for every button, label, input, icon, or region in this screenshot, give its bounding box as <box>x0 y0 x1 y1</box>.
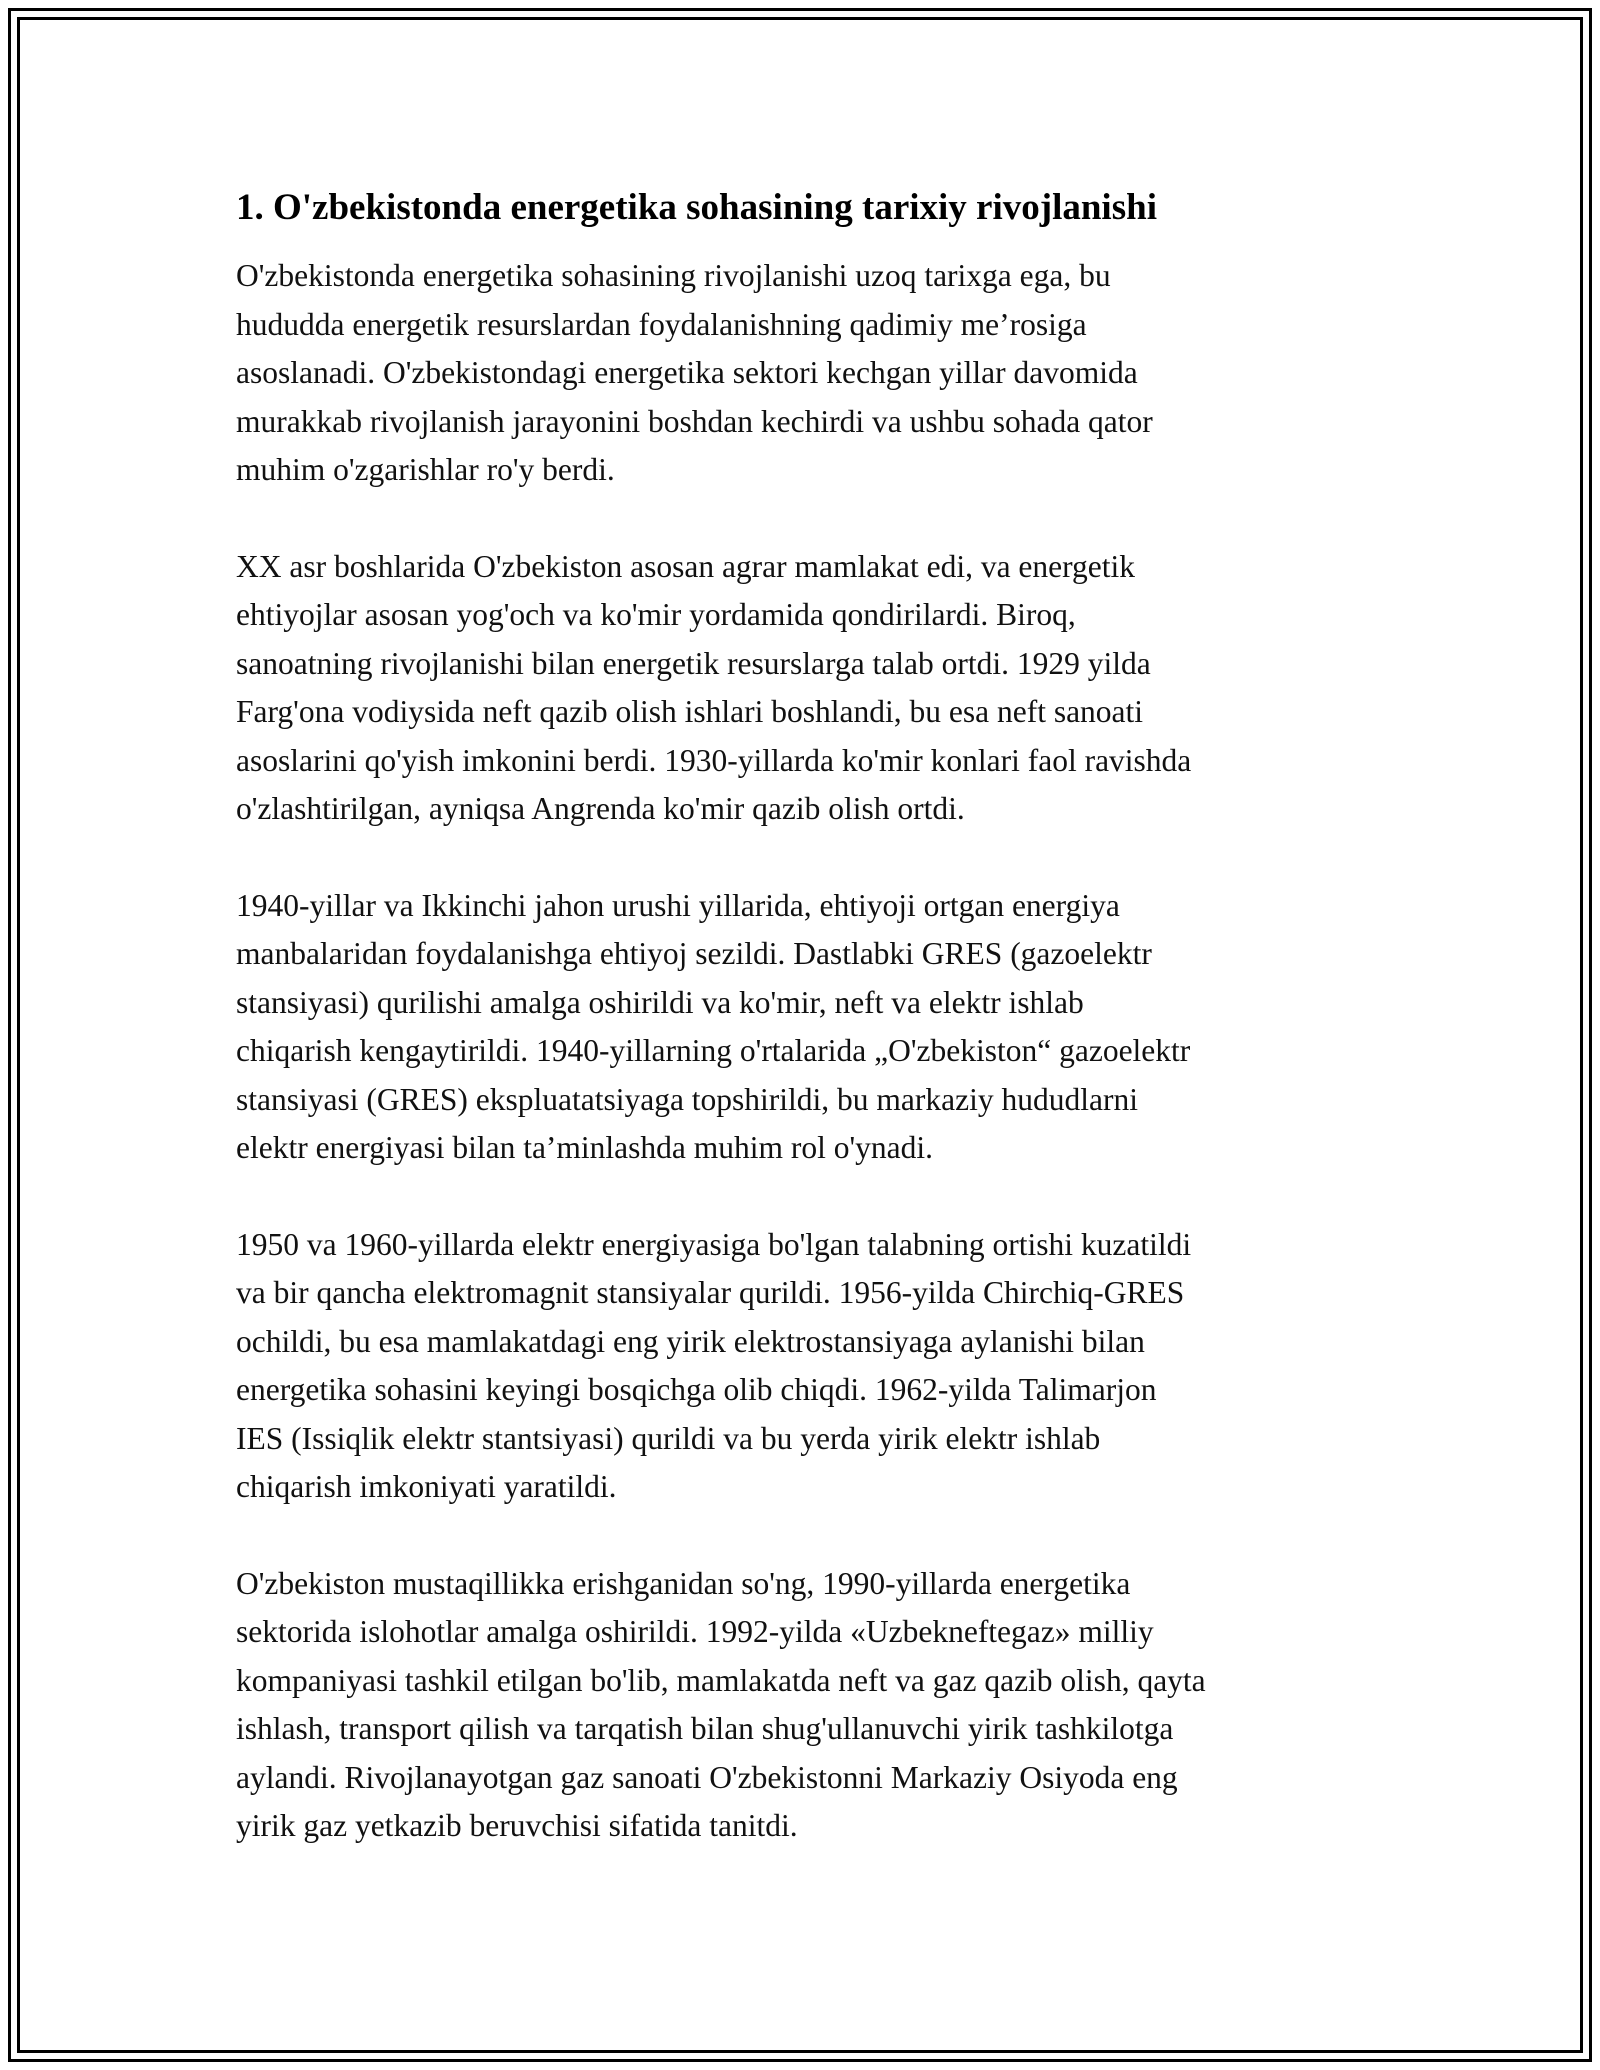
paragraph-line: XX asr boshlarida O'zbekiston asosan agrar mamlakat edi, va energetik <box>236 548 1136 584</box>
paragraph-line: elektr energiyasi bilan ta’minlashda muhim rol o'ynadi. <box>236 1130 934 1165</box>
paragraph-line: aylandi. Rivojlanayotgan gaz sanoati O'zbekistonni Markaziy Osiyoda eng <box>236 1759 1178 1795</box>
paragraph-line: muhim o'zgarishlar ro'y berdi. <box>236 452 615 487</box>
paragraph-early-20th-century <box>236 543 1366 834</box>
section-heading: 1. O'zbekistonda energetika sohasining tarixiy rivojlanishi <box>236 187 1157 228</box>
paragraph-line: asoslanadi. O'zbekistondagi energetika sektori kechgan yillar davomida <box>236 355 1138 390</box>
paragraph-line: sanoatning rivojlanishi bilan energetik resurslarga talab ortdi. 1929 yilda <box>236 645 1151 681</box>
paragraph-line: energetika sohasini keyingi bosqichga olib chiqdi. 1962-yilda Talimarjon <box>236 1372 1157 1407</box>
paragraph-line: 1950 va 1960-yillarda elektr energiyasiga bo'lgan talabning ortishi kuzatildi <box>236 1226 1192 1262</box>
paragraph-line: 1940-yillar va Ikkinchi jahon urushi yillarida, ehtiyoji ortgan energiya <box>236 887 1120 923</box>
paragraph-line: ochildi, bu esa mamlakatdagi eng yirik elektrostansiyaga aylanishi bilan <box>236 1323 1145 1359</box>
paragraph-line: Farg'ona vodiysida neft qazib olish ishlari boshlandi, bu esa neft sanoati <box>236 694 1144 729</box>
paragraph-line: hududda energetik resurslardan foydalanishning qadimiy me’rosiga <box>236 306 1087 342</box>
paragraph-line: IES (Issiqlik elektr stantsiyasi) qurildi va bu yerda yirik elektr ishlab <box>236 1420 1101 1456</box>
paragraph-line: stansiyasi (GRES) ekspluatatsiyaga topshirildi, bu markaziy hududlarni <box>236 1081 1138 1117</box>
paragraph-1950s-1960s <box>236 1221 1366 1512</box>
paragraph-line: stansiyasi) qurilishi amalga oshirildi va ko'mir, neft va elektr ishlab <box>236 984 1084 1020</box>
paragraph-line: ehtiyojlar asosan yog'och va ko'mir yordamida qondirilardi. Biroq, <box>236 597 1076 632</box>
paragraph-1940s <box>236 882 1366 1173</box>
paragraph-line: O'zbekistonda energetika sohasining rivojlanishi uzoq tarixga ega, bu <box>236 258 1111 293</box>
paragraph-line: sektorida islohotlar amalga oshirildi. 1992-yilda «Uzbekneftegaz» milliy <box>236 1614 1154 1649</box>
paragraph-line: va bir qancha elektromagnit stansiyalar qurildi. 1956-yilda Chirchiq-GRES <box>236 1275 1185 1310</box>
paragraph-line: chiqarish kengaytirildi. 1940-yillarning o'rtalarida „O'zbekiston“ gazoelektr <box>236 1033 1191 1068</box>
document-body <box>236 186 1366 1899</box>
paragraph-line: O'zbekiston mustaqillikka erishganidan so'ng, 1990-yillarda energetika <box>236 1565 1131 1601</box>
paragraph-line: manbalaridan foydalanishga ehtiyoj sezildi. Dastlabki GRES (gazoelektr <box>236 936 1152 971</box>
paragraph-independence <box>236 1560 1366 1851</box>
paragraph-line: ishlash, transport qilish va tarqatish bilan shug'ullanuvchi yirik tashkilotga <box>236 1711 1174 1746</box>
paragraph-line: yirik gaz yetkazib beruvchisi sifatida tanitdi. <box>236 1808 798 1843</box>
paragraph-line: kompaniyasi tashkil etilgan bo'lib, mamlakatda neft va gaz qazib olish, qayta <box>236 1662 1206 1698</box>
paragraph-line: o'zlashtirilgan, ayniqsa Angrenda ko'mir qazib olish ortdi. <box>236 791 965 826</box>
paragraph-line: murakkab rivojlanish jarayonini boshdan kechirdi va ushbu sohada qator <box>236 403 1153 439</box>
paragraph-line: chiqarish imkoniyati yaratildi. <box>236 1469 617 1504</box>
paragraph-intro <box>236 252 1366 495</box>
paragraph-line: asoslarini qo'yish imkonini berdi. 1930-yillarda ko'mir konlari faol ravishda <box>236 742 1192 778</box>
